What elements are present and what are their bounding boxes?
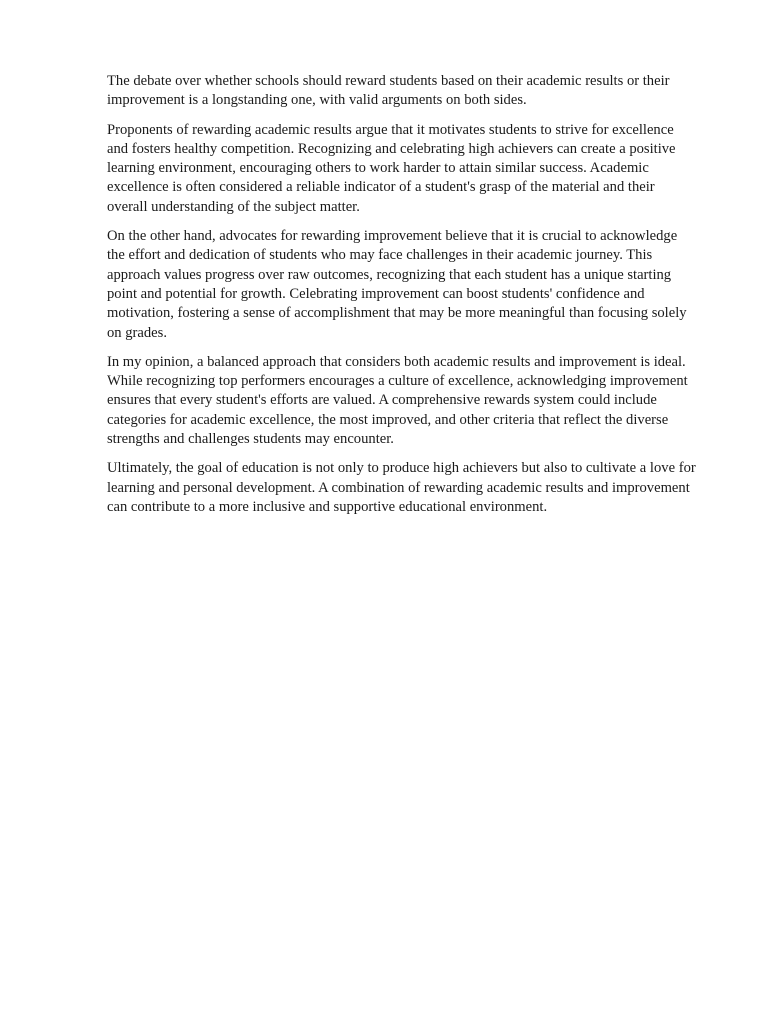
paragraph-opinion: In my opinion, a balanced approach that considers both academic results and improvement is ideal. While recognizing top performers encourages a culture of excellence, acknowledging improvement ensures that every student's efforts are valued. A comprehensive rewards system could include categories for academic excellence, the most improved, and other criteria that reflect the diverse strengths and challenges students may encounter. xyxy=(107,353,688,448)
paragraph-academic-results: Proponents of rewarding academic results argue that it motivates students to strive for excellence and fosters healthy competition. Recognizing and celebrating high achievers can create a positive learning environment, encouraging others to work harder to attain similar success. Academic excellence is often considered a reliable indicator of a student's grasp of the material and their overall understanding of the subject matter. xyxy=(107,121,676,215)
document-body xyxy=(107,72,697,527)
paragraph-improvement: On the other hand, advocates for rewarding improvement believe that it is crucial to acknowledge the effort and dedication of students who may face challenges in their academic journey. This approach values progress over raw outcomes, recognizing that each student has a unique starting point and potential for growth. Celebrating improvement can boost students' confidence and motivation, fostering a sense of accomplishment that may be more meaningful than focusing solely on grades. xyxy=(107,228,687,341)
paragraph-introduction: The debate over whether schools should reward students based on their academic results or their improvement is a longstanding one, with valid arguments on both sides. xyxy=(107,73,670,109)
paragraph-conclusion: Ultimately, the goal of education is not only to produce high achievers but also to cultivate a love for learning and personal development. A combination of rewarding academic results and improvement can contribute to a more inclusive and supportive educational environment. xyxy=(107,460,696,515)
